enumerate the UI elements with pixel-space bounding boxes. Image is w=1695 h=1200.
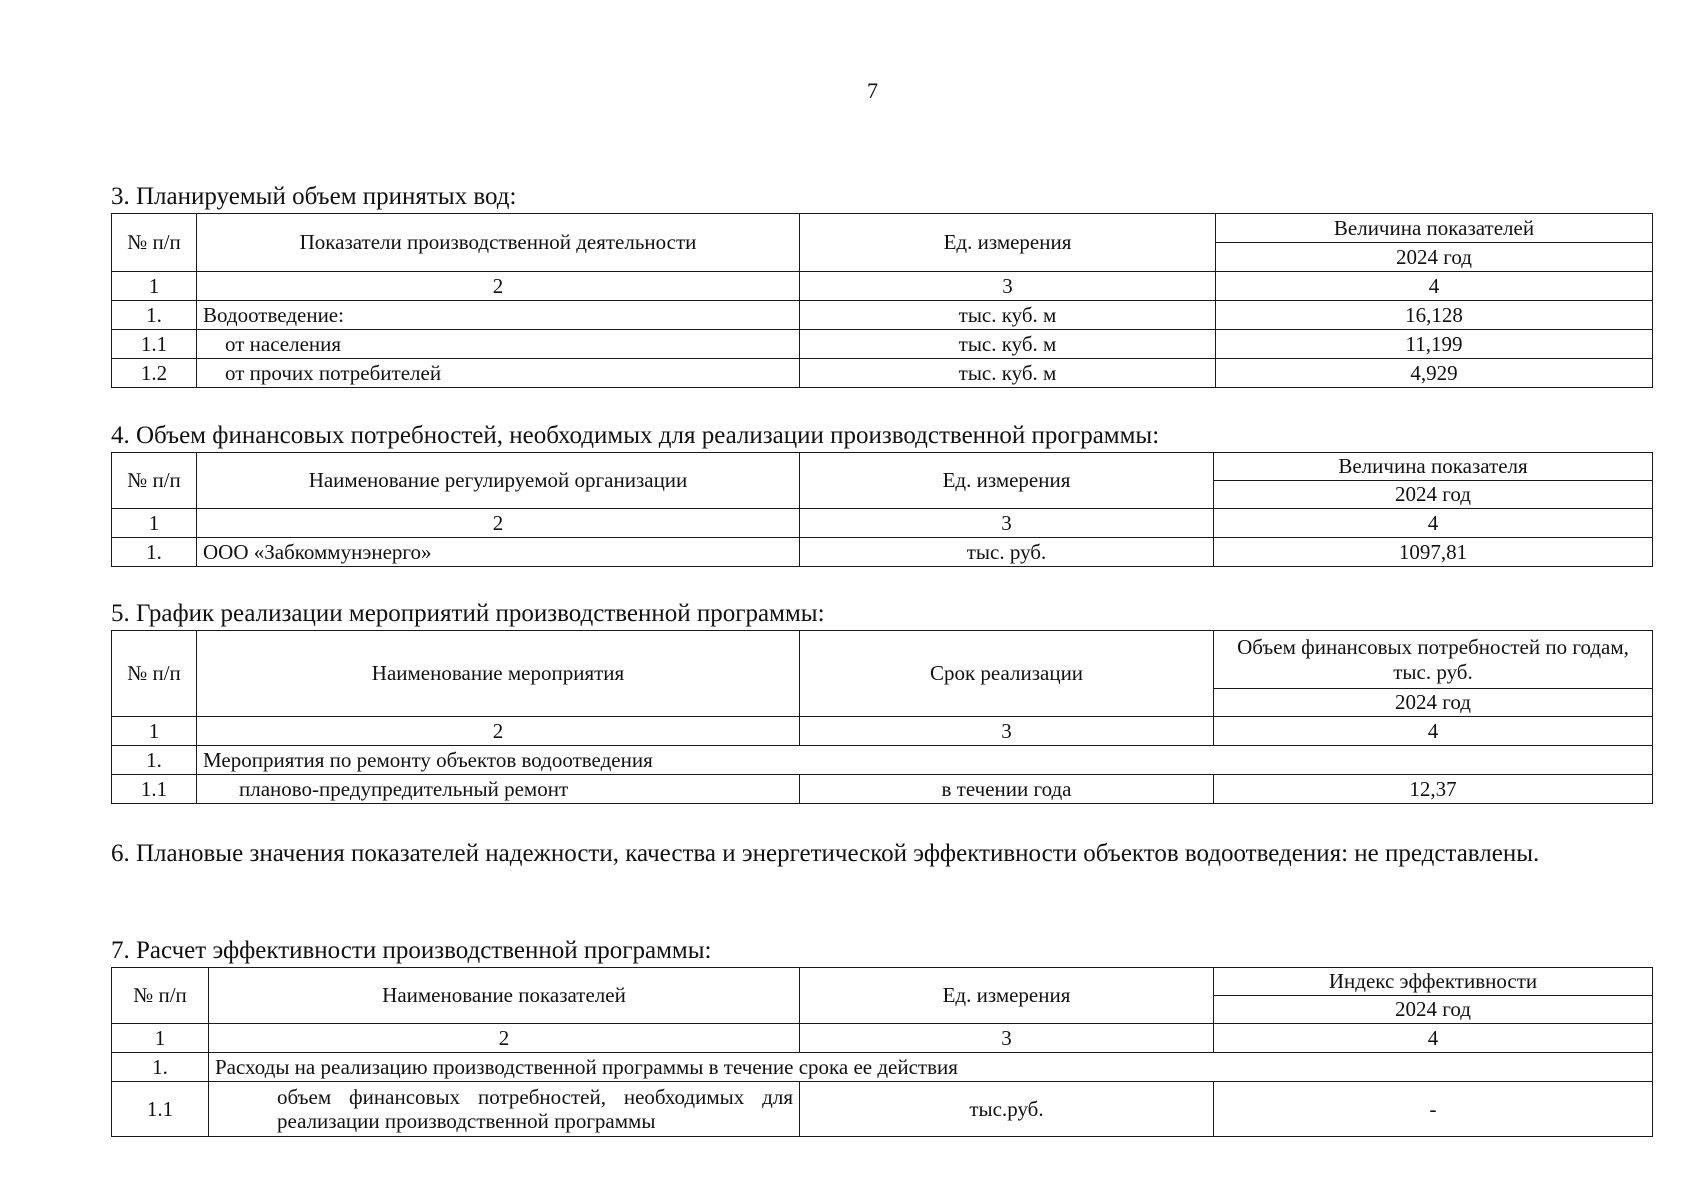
colnum: 3 [800,509,1214,538]
group-name: Мероприятия по ремонту объектов водоотведения [197,746,1653,775]
row-name: объем финансовых потребностей, необходимых для реализации производственной программы [209,1082,800,1137]
row-num: 1. [112,538,197,567]
header-value: Индекс эффективности [1214,968,1653,996]
row-name: ООО «Забкоммунэнерго» [197,538,800,567]
colnum: 1 [112,717,197,746]
row-unit: тыс. руб. [800,538,1214,567]
header-num: № п/п [112,631,197,717]
header-name: Наименование показателей [209,968,800,1024]
row-name: планово-предупредительный ремонт [197,775,800,804]
table-planned-water-volume [111,213,1653,388]
colnum: 4 [1214,717,1653,746]
header-num: № п/п [112,214,197,272]
table-financial-needs [111,452,1653,567]
colnum: 2 [197,509,800,538]
table-row [112,359,1653,388]
table-row [112,1082,1653,1137]
header-num: № п/п [112,453,197,509]
header-term: Срок реализации [800,631,1214,717]
table-activity-schedule [111,630,1653,804]
header-name: Наименование мероприятия [197,631,800,717]
row-value: 16,128 [1216,301,1653,330]
table-row [112,301,1653,330]
section-3-heading: 3. Планируемый объем принятых вод: [111,183,517,210]
colnum: 3 [800,717,1214,746]
row-name: Водоотведение: [197,301,800,330]
row-unit: тыс. куб. м [800,359,1216,388]
colnum: 4 [1214,509,1653,538]
header-num: № п/п [112,968,209,1024]
header-unit: Ед. измерения [800,968,1214,1024]
header-unit: Ед. измерения [800,453,1214,509]
section-5-heading: 5. График реализации мероприятий производственной программы: [111,600,825,627]
row-value: 11,199 [1216,330,1653,359]
header-year: 2024 год [1214,481,1653,509]
colnum: 1 [112,272,197,301]
row-name: от прочих потребителей [197,359,800,388]
section-4-heading: 4. Объем финансовых потребностей, необходимых для реализации производственной программы: [111,422,1160,449]
header-name: Показатели производственной деятельности [197,214,800,272]
colnum: 2 [197,272,800,301]
header-unit: Ед. измерения [800,214,1216,272]
column-number-row [112,717,1653,746]
page-number: 7 [867,78,878,103]
column-number-row [112,272,1653,301]
group-num: 1. [112,1053,209,1082]
row-value: 4,929 [1216,359,1653,388]
table-row [112,330,1653,359]
row-value: 1097,81 [1214,538,1653,567]
section-6-text: 6. Плановые значения показателей надежности, качества и энергетической эффективности объектов водоотведения: не представлены. [111,840,1540,867]
column-number-row [112,509,1653,538]
row-value: 12,37 [1214,775,1653,804]
row-unit: тыс. куб. м [800,330,1216,359]
colnum: 2 [197,717,800,746]
group-num: 1. [112,746,197,775]
table-row [112,538,1653,567]
colnum: 1 [112,509,197,538]
header-year: 2024 год [1214,689,1653,717]
column-number-row [112,1024,1653,1053]
colnum: 3 [800,272,1216,301]
row-unit: тыс. куб. м [800,301,1216,330]
row-name: от населения [197,330,800,359]
table-group-row [112,1053,1653,1082]
header-year: 2024 год [1214,996,1653,1024]
row-unit: тыс.руб. [800,1082,1214,1137]
section-7-heading: 7. Расчет эффективности производственной программы: [111,937,712,964]
colnum: 3 [800,1024,1214,1053]
row-num: 1.2 [112,359,197,388]
colnum: 4 [1214,1024,1653,1053]
header-value: Величина показателя [1214,453,1653,481]
colnum: 2 [209,1024,800,1053]
colnum: 4 [1216,272,1653,301]
header-value: Объем финансовых потребностей по годам, тыс. руб. [1214,631,1653,689]
header-name: Наименование регулируемой организации [197,453,800,509]
header-year: 2024 год [1216,243,1653,272]
row-term: в течении года [800,775,1214,804]
header-value: Величина показателей [1216,214,1653,243]
colnum: 1 [112,1024,209,1053]
table-group-row [112,746,1653,775]
row-num: 1.1 [112,330,197,359]
row-num: 1.1 [112,1082,209,1137]
table-row [112,775,1653,804]
row-num: 1.1 [112,775,197,804]
group-name: Расходы на реализацию производственной программы в течение срока ее действия [209,1053,1653,1082]
table-program-efficiency [111,967,1653,1137]
row-value: - [1214,1082,1653,1137]
row-num: 1. [112,301,197,330]
